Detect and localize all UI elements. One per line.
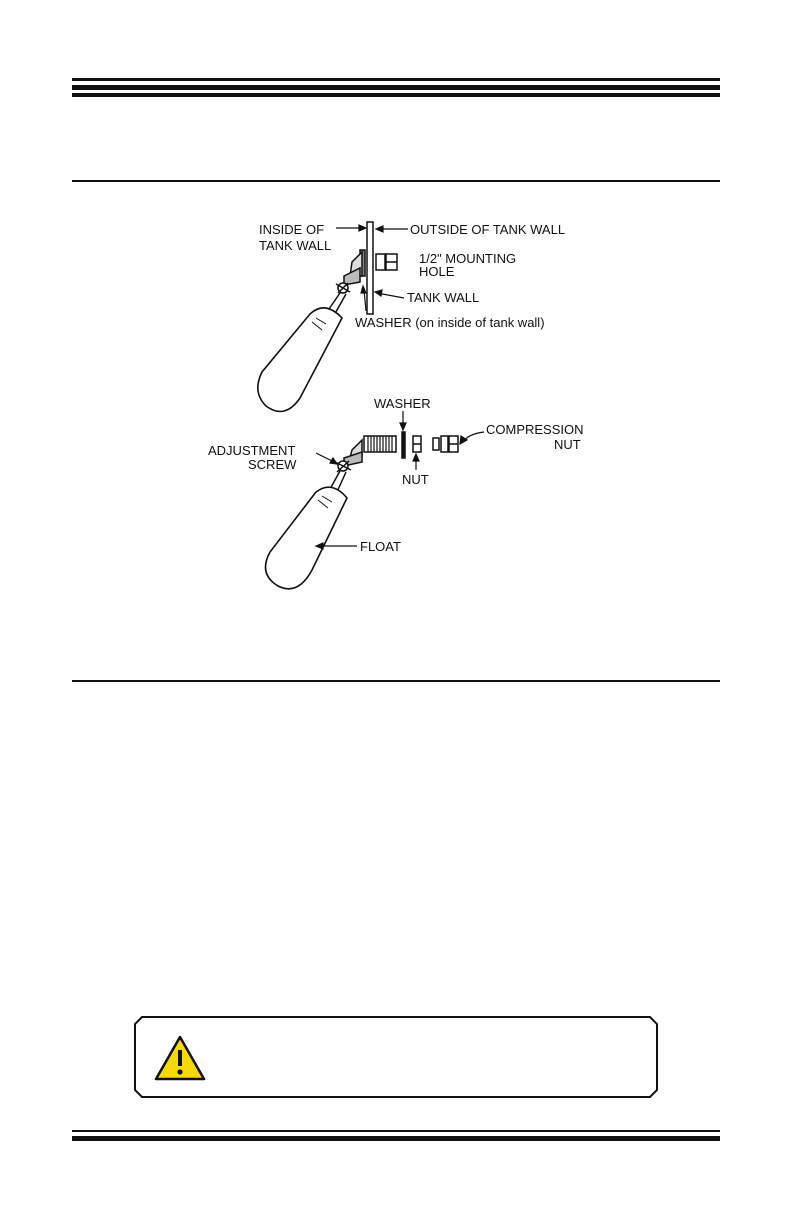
label-nut: NUT (402, 472, 429, 487)
label-mounting-hole-1: 1/2" MOUNTING (419, 251, 517, 266)
outside-nut-shape (376, 254, 385, 270)
exploded-washer-shape (402, 432, 405, 458)
label-inside-tank-wall-1: INSIDE OF (259, 222, 325, 237)
tank-wall-shape (367, 222, 373, 314)
label-adjustment-screw-2: SCREW (248, 457, 297, 472)
label-inside-tank-wall-2: TANK WALL (259, 238, 332, 253)
label-washer-inside: WASHER (on inside of tank wall) (355, 315, 545, 330)
label-float: FLOAT (360, 539, 401, 554)
label-washer-exploded: WASHER (374, 396, 431, 411)
bottom-float-shape (266, 487, 348, 589)
exploded-compression-nut-shape (433, 438, 439, 450)
label-compression: COMPRESSION (486, 422, 584, 437)
label-tank-wall: TANK WALL (407, 290, 480, 305)
warning-box (134, 1016, 658, 1098)
label-mounting-hole-2: HOLE (419, 264, 455, 279)
label-adjustment-screw-1: ADJUSTMENT (208, 443, 296, 458)
top-float-shape (258, 308, 342, 412)
label-compression-nut: NUT (554, 437, 581, 452)
label-outside-tank-wall: OUTSIDE OF TANK WALL (410, 222, 566, 237)
